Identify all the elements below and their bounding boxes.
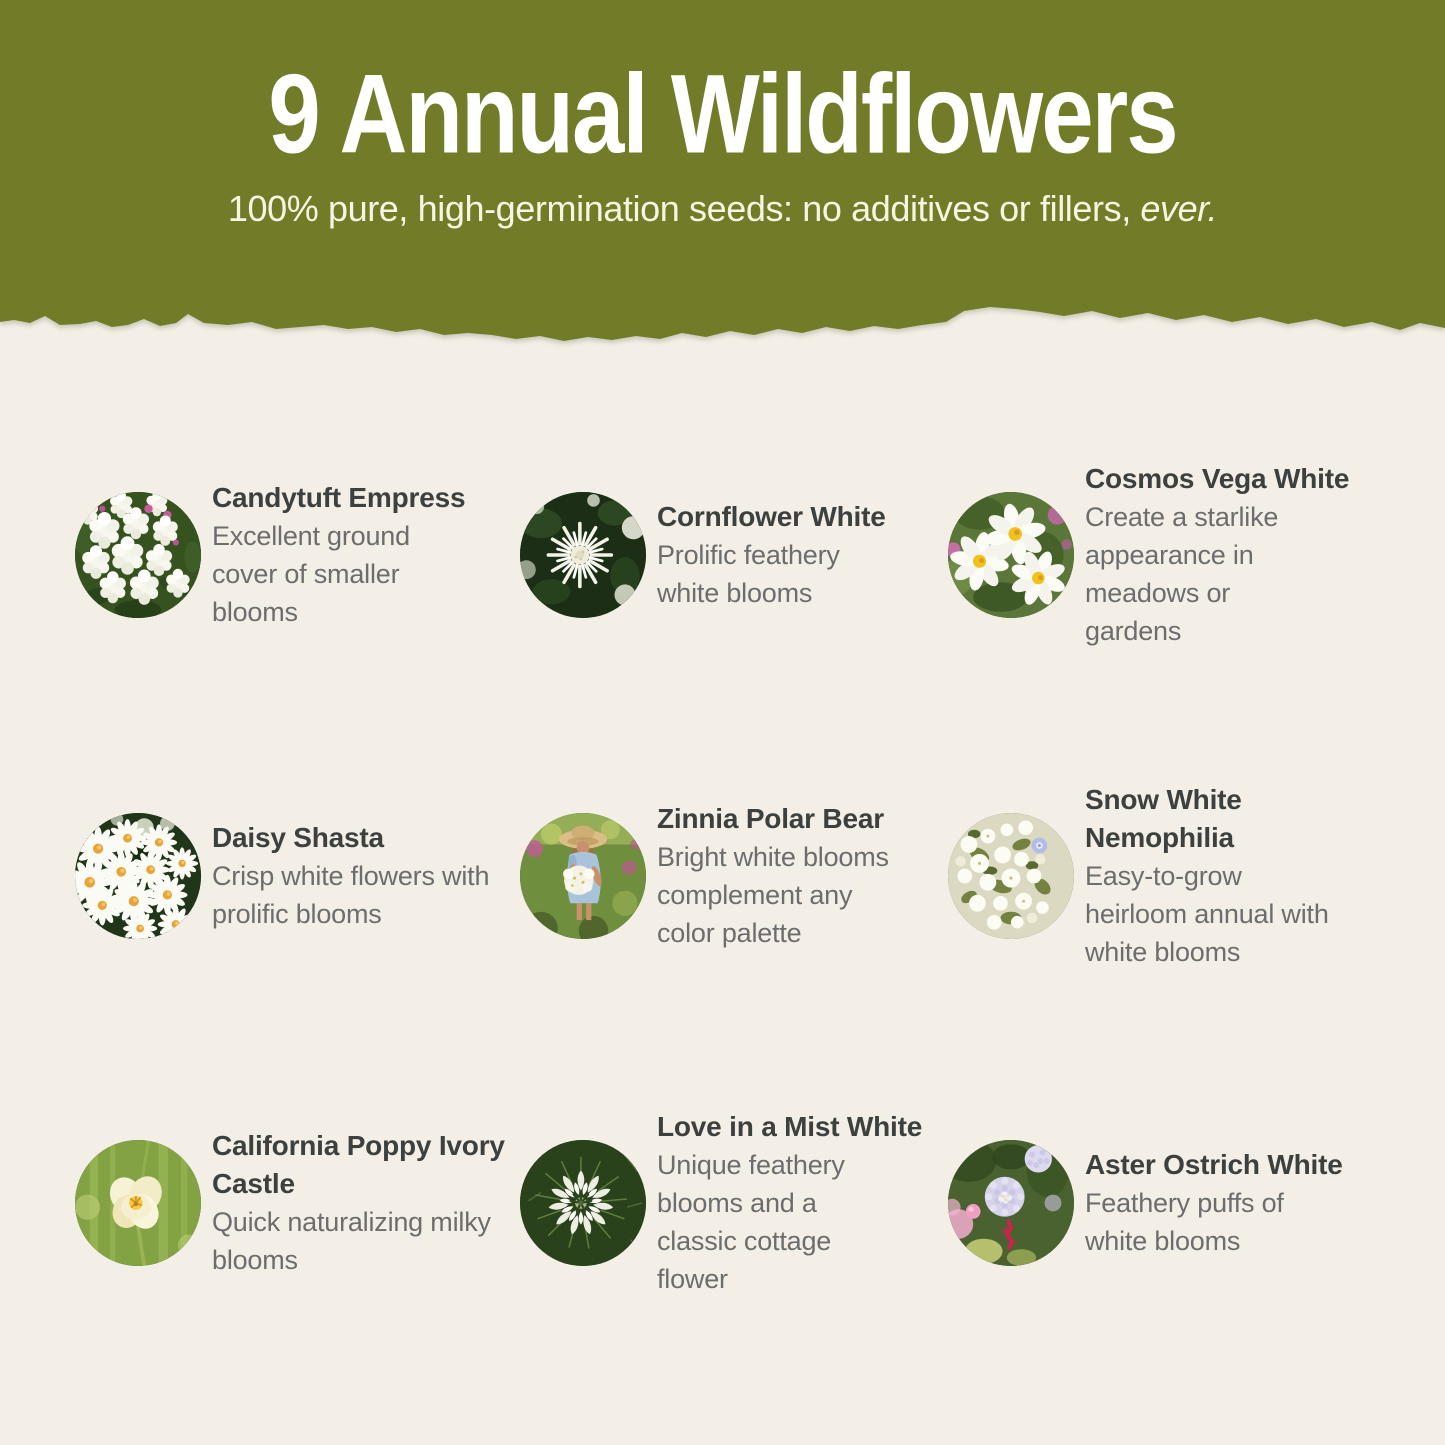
- flower-description: Quick naturalizing milky blooms: [212, 1207, 491, 1275]
- flower-description: Excellent ground cover of smaller blooms: [212, 521, 410, 627]
- flower-item-california-poppy: [75, 1093, 512, 1313]
- flower-description: Prolific feathery white blooms: [657, 540, 840, 608]
- flower-text: [1085, 1146, 1343, 1260]
- flower-name: Love in a Mist White: [657, 1111, 923, 1142]
- flower-name: Zinnia Polar Bear: [657, 803, 884, 834]
- subtitle-italic: ever.: [1140, 188, 1218, 229]
- flower-item-snow-white-nemophilia: [948, 766, 1348, 986]
- flower-description: Create a starlike appearance in meadows or gardens: [1085, 502, 1279, 646]
- flower-name: Daisy Shasta: [212, 822, 384, 853]
- daisy-shasta-photo: [75, 813, 201, 939]
- snow-white-nemophilia-photo: [948, 813, 1074, 939]
- flower-item-love-in-a-mist: [520, 1083, 922, 1323]
- candytuft-empress-photo: [75, 492, 201, 618]
- flower-text: [1085, 781, 1348, 971]
- flower-text: [212, 1127, 512, 1279]
- zinnia-polar-bear-photo: [520, 813, 646, 939]
- cornflower-white-photo: [520, 492, 646, 618]
- california-poppy-ivory-castle-photo: [75, 1140, 201, 1266]
- flower-name: California Poppy Ivory Castle: [212, 1130, 505, 1199]
- flower-description: Feathery puffs of white blooms: [1085, 1188, 1284, 1256]
- flower-name: Candytuft Empress: [212, 482, 466, 513]
- flower-item-zinnia-polar-bear: [520, 771, 909, 981]
- flower-description: Easy-to-grow heirloom annual with white blooms: [1085, 861, 1329, 967]
- love-in-a-mist-white-photo: [520, 1140, 646, 1266]
- flower-item-aster-ostrich-white: [948, 1093, 1343, 1313]
- flower-name: Cornflower White: [657, 501, 886, 532]
- flower-text: [657, 498, 889, 612]
- page-title: 9 Annual Wildflowers: [268, 50, 1177, 177]
- flower-item-cosmos-vega-white: [948, 450, 1349, 660]
- flower-text: [657, 800, 909, 952]
- flower-description: Unique feathery blooms and a classic cottage flower: [657, 1150, 845, 1294]
- torn-paper-edge: [0, 298, 1445, 350]
- flower-description: Crisp white flowers with prolific blooms: [212, 861, 490, 929]
- aster-ostrich-white-photo: [948, 1140, 1074, 1266]
- flower-name: Aster Ostrich White: [1085, 1149, 1343, 1180]
- flower-name: Cosmos Vega White: [1085, 463, 1350, 494]
- page-subtitle: [0, 188, 1445, 230]
- header-band: [0, 0, 1445, 298]
- flower-text: [212, 819, 494, 933]
- cosmos-vega-white-photo: [948, 492, 1074, 618]
- flower-item-daisy-shasta: [75, 771, 494, 981]
- subtitle-regular: 100% pure, high-germination seeds: no additives or fillers,: [227, 188, 1141, 229]
- flower-description: Bright white blooms complement any color palette: [657, 842, 889, 948]
- flower-text: [212, 479, 465, 631]
- flower-item-candytuft-empress: [75, 450, 465, 660]
- flower-text: [657, 1108, 922, 1298]
- flower-item-cornflower-white: [520, 450, 889, 660]
- flower-name: Snow White Nemophilia: [1085, 784, 1242, 853]
- flower-text: [1085, 460, 1349, 650]
